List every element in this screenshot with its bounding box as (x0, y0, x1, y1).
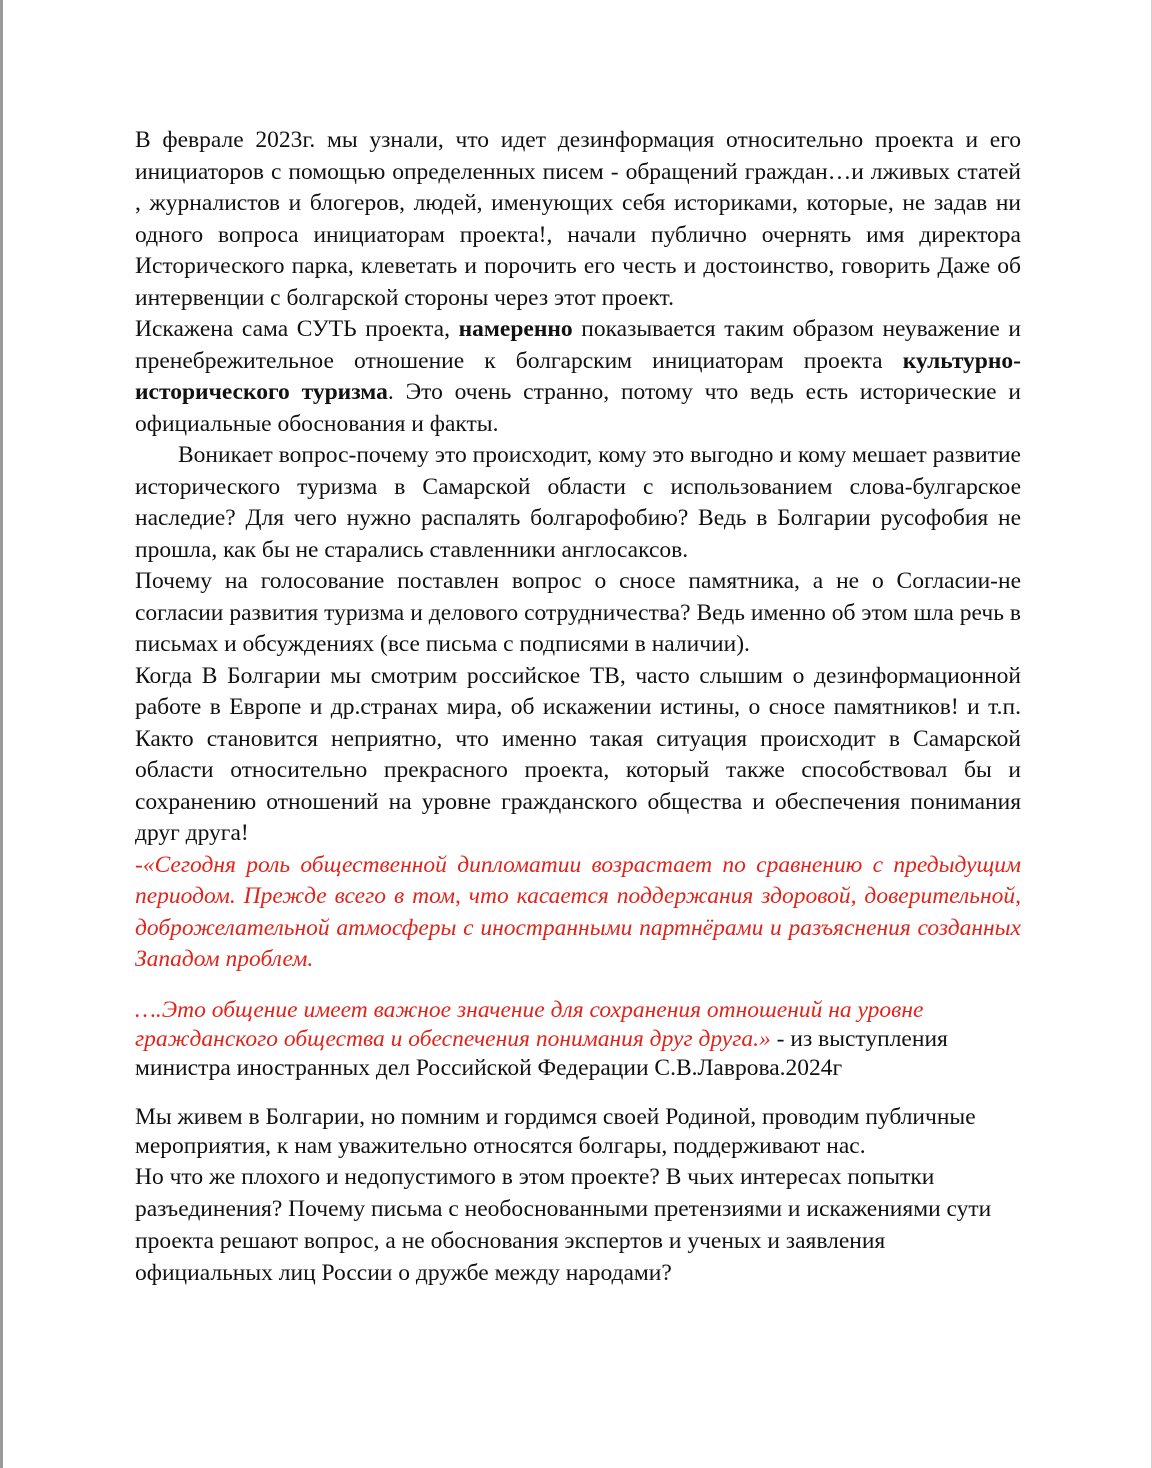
emphasis-cultural-tourism: культурно-исторического туризма (135, 347, 1021, 405)
quote-communication: ….Это общение имеет важное значение для сохранения отношений на уровне гражданского общества и обеспечения понимания друг друга.» (135, 996, 924, 1052)
paragraph-essence-part3: . Это очень странно, потому что ведь есть исторические и официальные обоснования и факты. (135, 379, 1021, 437)
paragraph-question: Воникает вопрос-почему это происходит, кому это выгодно и кому мешает развитие исторического туризма в Самарской области с использованием слова-булгарское наследие? Для чего нужно распалять болгарофобию? Ведь в Болгарии русофобия не прошла, как бы не старались ставленники англосаксов. (135, 442, 1021, 563)
paragraph-russian-tv: Когда В Болгарии мы смотрим российское ТВ, часто слышим о дезинформационной работе в Европе и др.странах мира, об искажении истины, о сносе памятников! и т.п. Както становится неприятно, что именно такая ситуация происходит в Самарской области относительно прекрасного проекта, который также способствовал бы и сохранению отношений на уровне гражданского общества и обеспечения понимания друг друга! (135, 662, 1021, 846)
quote-continuation (135, 996, 1021, 1083)
paragraph-essence-part1: Искажена сама СУТЬ проекта, (135, 316, 459, 342)
paragraph-living-in-bulgaria: Мы живем в Болгарии, но помним и гордимся своей Родиной, проводим публичные мероприятия, к нам уважительно относятся болгары, поддерживают нас. (135, 1103, 976, 1159)
document-body (135, 125, 1021, 1289)
paragraph-disinformation: В феврале 2023г. мы узнали, что идет дезинформация относительно проекта и его инициаторов с помощью определенных писем - обращений граждан…и лживых статей , журналистов и блогеров, людей, именующих себя историками, которые, не задав ни одного вопроса инициаторам проекта!, начали публично очернять имя директора Исторического парка, клеветать и порочить его честь и достоинство, говорить Даже об интервенции с болгарской стороны через этот проект. (135, 127, 1021, 311)
page-left-edge (0, 0, 3, 1468)
paragraph-essence-part2: показывается таким образом неуважение и пренебрежительное отношение к болгарским инициаторам проекта (135, 316, 1021, 374)
paragraph-final-questions: Но что же плохого и недопустимого в этом проекте? В чьих интересах попытки разъединения? Почему письма с необоснованными претензиями и искажениями сути проекта решают вопрос, а не обоснования экспертов и ученых и заявления официальных лиц России о дружбе между народами? (135, 1163, 992, 1286)
paragraph-voting: Почему на голосование поставлен вопрос о сносе памятника, а не о Согласии-не согласии развития туризма и делового сотрудничества? Ведь именно об этом шла речь в письмах и обсуждениях (все письма с подписями в наличии). (135, 568, 1021, 657)
emphasis-deliberately: намеренно (458, 316, 573, 342)
quote-public-diplomacy: -«Сегодня роль общественной дипломатии возрастает по сравнению с предыдущим периодом. Прежде всего в том, что касается поддержания здоровой, доверительной, доброжелательной атмосферы с иностранными партнёрами и разъяснения созданных Западом проблем. (135, 851, 1021, 972)
quote-attribution: - из выступления министра иностранных дел Российской Федерации С.В.Лаврова.2024г (135, 1025, 948, 1081)
paragraph-essence-distorted (135, 314, 1021, 440)
